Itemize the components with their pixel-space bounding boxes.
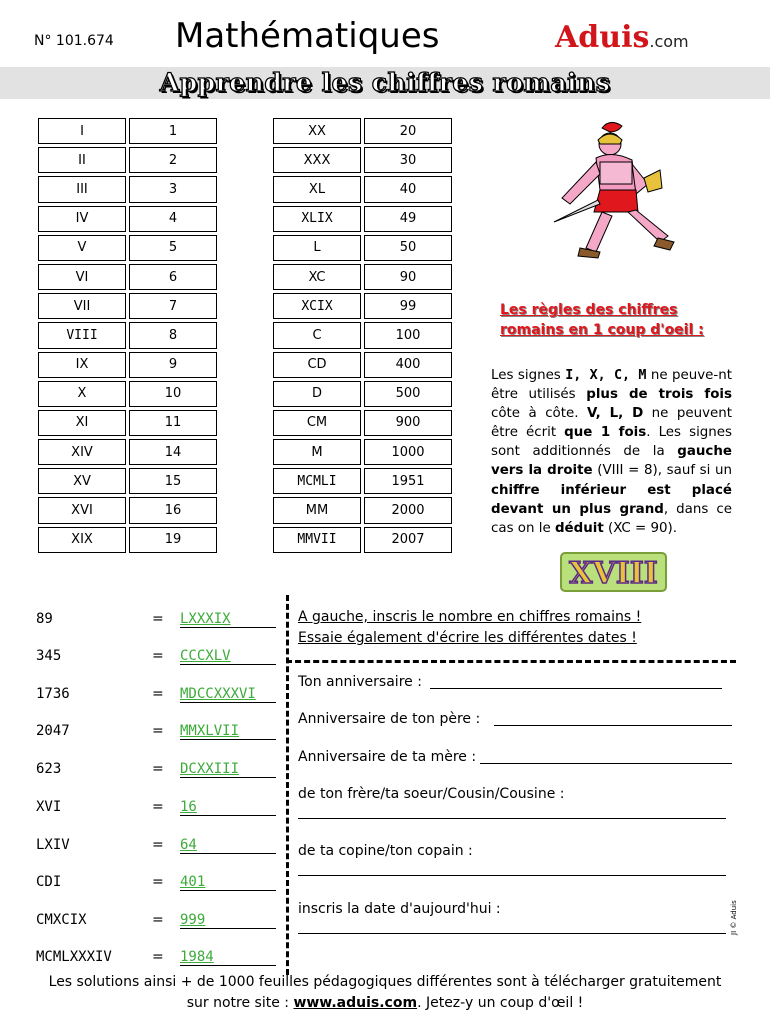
table-row	[273, 322, 452, 348]
exercise-answer[interactable]: DCXXIII	[180, 761, 276, 778]
table-row	[273, 264, 452, 290]
table-row	[273, 176, 452, 202]
roman-cell: XV	[38, 468, 126, 494]
roman-cell: VI	[38, 264, 126, 290]
equals-sign: =	[152, 648, 164, 664]
roman-cell: X	[38, 381, 126, 407]
roman-cell: II	[38, 147, 126, 173]
roman-cell: XLIX	[273, 206, 361, 232]
roman-cell: C	[273, 322, 361, 348]
table-row	[273, 352, 452, 378]
svg-text:XVIII: XVIII	[569, 556, 658, 591]
roman-table-right	[270, 115, 455, 556]
exercise-row	[36, 912, 286, 934]
table-row	[38, 410, 217, 436]
exercise-answer[interactable]: CCCXLV	[180, 648, 276, 665]
equals-sign: =	[152, 874, 164, 890]
today-label: inscris la date d'aujourd'hui :	[298, 901, 501, 917]
table-row	[38, 206, 217, 232]
table-row	[273, 118, 452, 144]
exercise-answer[interactable]: 16	[180, 799, 276, 816]
table-row	[273, 410, 452, 436]
number-cell: 9	[129, 352, 217, 378]
table-row	[38, 147, 217, 173]
roman-cell: VII	[38, 293, 126, 319]
sibling-label: de ton frère/ta soeur/Cousin/Cousine :	[298, 786, 565, 802]
exercise-question: 1736	[36, 686, 70, 702]
exercise-row	[36, 874, 286, 896]
dashed-divider-horizontal	[286, 660, 736, 663]
exercise-row	[36, 648, 286, 670]
table-row	[38, 497, 217, 523]
equals-sign: =	[152, 686, 164, 702]
table-row	[38, 527, 217, 553]
birthday-line[interactable]	[430, 688, 722, 689]
roman-cell: CD	[273, 352, 361, 378]
number-cell: 10	[129, 381, 217, 407]
number-cell: 11	[129, 410, 217, 436]
roman-cell: VIII	[38, 322, 126, 348]
number-cell: 2007	[364, 527, 452, 553]
roman-cell: XVI	[38, 497, 126, 523]
table-row	[273, 293, 452, 319]
table-row	[38, 176, 217, 202]
table-row	[273, 147, 452, 173]
number-cell: 40	[364, 176, 452, 202]
table-row	[38, 118, 217, 144]
equals-sign: =	[152, 611, 164, 627]
number-cell: 500	[364, 381, 452, 407]
footer	[0, 972, 770, 1014]
table-row	[38, 264, 217, 290]
table-row	[273, 527, 452, 553]
roman-cell: III	[38, 176, 126, 202]
roman-cell: XIV	[38, 439, 126, 465]
number-cell: 7	[129, 293, 217, 319]
equals-sign: =	[152, 949, 164, 965]
dashed-divider-vertical	[286, 595, 289, 975]
exercise-row	[36, 949, 286, 971]
mother-line[interactable]	[480, 763, 732, 764]
table-row	[273, 235, 452, 261]
aduis-logo[interactable]	[555, 20, 689, 55]
number-cell: 16	[129, 497, 217, 523]
number-cell: 6	[129, 264, 217, 290]
roman-cell: XI	[38, 410, 126, 436]
footer-line2: sur notre site : www.aduis.com. Jetez-y un coup d'œil !	[186, 995, 584, 1011]
table-row	[273, 497, 452, 523]
exercise-row	[36, 723, 286, 745]
number-cell: 1951	[364, 468, 452, 494]
father-line[interactable]	[494, 725, 732, 726]
number-cell: 30	[364, 147, 452, 173]
roman-cell: XXX	[273, 147, 361, 173]
roman-cell: MM	[273, 497, 361, 523]
table-row	[273, 468, 452, 494]
number-cell: 2000	[364, 497, 452, 523]
exercise-question: MCMLXXXIV	[36, 949, 112, 965]
table-row	[273, 381, 452, 407]
page-title: Apprendre les chiffres romains	[159, 68, 611, 97]
exercise-question: CMXCIX	[36, 912, 87, 928]
exercise-question: CDI	[36, 874, 62, 890]
number-cell: 50	[364, 235, 452, 261]
today-line[interactable]	[298, 933, 726, 934]
table-row	[38, 468, 217, 494]
friend-line[interactable]	[298, 875, 726, 876]
table-row	[273, 439, 452, 465]
roman-cell: XIX	[38, 527, 126, 553]
exercise-answer[interactable]: 999	[180, 912, 276, 929]
instructions: A gauche, inscris le nombre en chiffres romains ! Essaie également d'écrire les différentes dates !	[298, 609, 642, 646]
number-cell: 3	[129, 176, 217, 202]
number-cell: 100	[364, 322, 452, 348]
equals-sign: =	[152, 912, 164, 928]
subject-title: Mathématiques	[175, 16, 440, 56]
roman-cell: XC	[273, 264, 361, 290]
roman-cell: IV	[38, 206, 126, 232]
number-cell: 2	[129, 147, 217, 173]
rules-title: Les règles des chiffres romains en 1 coup d'oeil :	[500, 302, 704, 338]
number-cell: 1	[129, 118, 217, 144]
roman-cell: V	[38, 235, 126, 261]
roman-cell: XCIX	[273, 293, 361, 319]
roman-cell: XL	[273, 176, 361, 202]
equals-sign: =	[152, 761, 164, 777]
number-cell: 19	[129, 527, 217, 553]
birthday-label: Ton anniversaire :	[298, 674, 422, 690]
exercise-question: 89	[36, 611, 53, 627]
exercise-answer[interactable]: MDCCXXXVI	[180, 686, 276, 703]
number-cell: 900	[364, 410, 452, 436]
equals-sign: =	[152, 837, 164, 853]
roman-cell: XX	[273, 118, 361, 144]
exercise-question: 345	[36, 648, 62, 664]
equals-sign: =	[152, 723, 164, 739]
number-cell: 20	[364, 118, 452, 144]
exercise-row	[36, 686, 286, 708]
exercise-question: 623	[36, 761, 62, 777]
roman-cell: CM	[273, 410, 361, 436]
number-cell: 99	[364, 293, 452, 319]
number-cell: 90	[364, 264, 452, 290]
roman-cell: MCMLI	[273, 468, 361, 494]
sheet-number: N° 101.674	[34, 33, 114, 49]
exercise-question: LXIV	[36, 837, 70, 853]
number-cell: 5	[129, 235, 217, 261]
number-cell: 1000	[364, 439, 452, 465]
exercise-row	[36, 761, 286, 783]
roman-cell: D	[273, 381, 361, 407]
roman-cell: I	[38, 118, 126, 144]
exercise-answer[interactable]: MMXLVII	[180, 723, 276, 740]
roman-cell: L	[273, 235, 361, 261]
equals-sign: =	[152, 799, 164, 815]
rules-text: Les signes I, X, C, M ne peuve-nt être utilisés plus de trois fois côte à côte. V, L, D ne peuvent être écrit que 1 fois. Les signes sont additionnés de la gauche vers la droite (VIII = 8), sauf si un chiffre inférieur est placé devant un plus grand, dans ce cas on le déduit (XC = 90).	[491, 368, 733, 536]
number-cell: 4	[129, 206, 217, 232]
roman-soldier-illustration	[540, 118, 690, 263]
logo-main: Aduis	[555, 20, 650, 55]
table-row	[38, 235, 217, 261]
roman-cell: IX	[38, 352, 126, 378]
footer-line1: Les solutions ainsi + de 1000 feuilles pédagogiques différentes sont à télécharger gratuitement	[48, 974, 722, 990]
exercise-answer[interactable]: 401	[180, 874, 276, 891]
number-cell: 49	[364, 206, 452, 232]
mother-label: Anniversaire de ta mère :	[298, 749, 477, 765]
table-row	[38, 352, 217, 378]
table-row	[38, 381, 217, 407]
table-row	[38, 439, 217, 465]
copyright-note: JI © Aduis	[730, 900, 738, 935]
exercise-row	[36, 799, 286, 821]
exercise-row	[36, 837, 286, 859]
table-row	[38, 322, 217, 348]
roman-cell: M	[273, 439, 361, 465]
friend-label: de ta copine/ton copain :	[298, 843, 473, 859]
sibling-line[interactable]	[298, 818, 726, 819]
father-label: Anniversaire de ton père :	[298, 711, 481, 727]
exercise-row	[36, 611, 286, 633]
table-row	[273, 206, 452, 232]
xviii-badge	[560, 552, 667, 592]
website-link[interactable]: www.aduis.com	[293, 995, 418, 1011]
roman-table-left	[35, 115, 220, 556]
exercise-question: XVI	[36, 799, 62, 815]
logo-suffix: .com	[649, 32, 689, 51]
table-row	[38, 293, 217, 319]
exercise-answer[interactable]: 64	[180, 837, 276, 854]
roman-cell: MMVII	[273, 527, 361, 553]
number-cell: 15	[129, 468, 217, 494]
number-cell: 400	[364, 352, 452, 378]
exercise-question: 2047	[36, 723, 70, 739]
number-cell: 8	[129, 322, 217, 348]
exercise-answer[interactable]: LXXXIX	[180, 611, 276, 628]
number-cell: 14	[129, 439, 217, 465]
exercise-answer[interactable]: 1984	[180, 949, 276, 966]
